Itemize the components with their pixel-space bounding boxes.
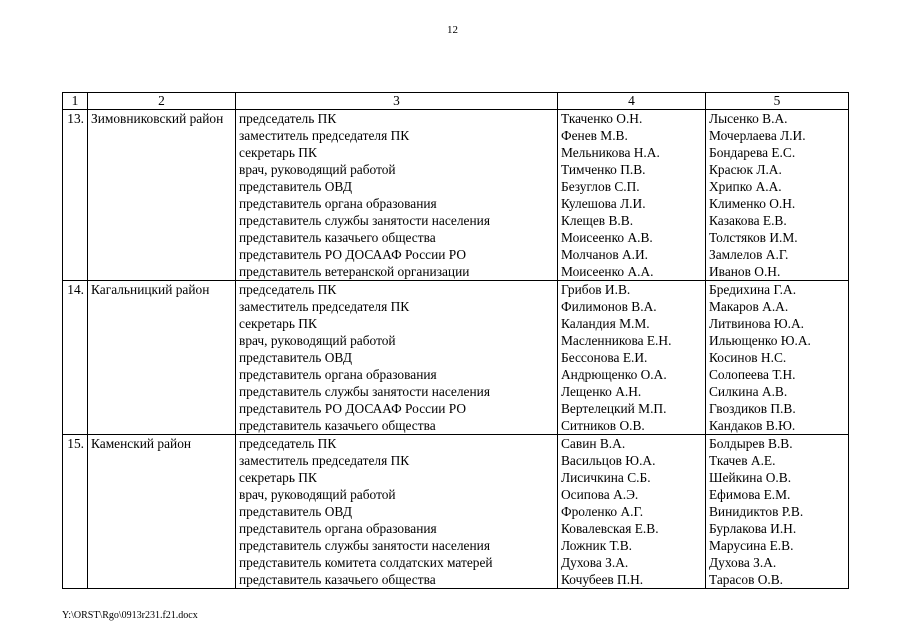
role-line: секретарь ПК (239, 316, 317, 331)
member-name: Ложник Т.В. (561, 538, 633, 553)
role-line: секретарь ПК (239, 470, 317, 485)
member-name: Кулешова Л.И. (561, 196, 646, 211)
reserve-name: Гвоздиков П.В. (709, 401, 796, 416)
role-line: представитель ОВД (239, 179, 352, 194)
role-line: представитель ОВД (239, 350, 352, 365)
role-line: представитель РО ДОСААФ России РО (239, 401, 467, 416)
role-line: представитель службы занятости населения (239, 538, 490, 553)
member-name: Моисеенко А.А. (561, 264, 654, 279)
member-name: Клещев В.В. (561, 213, 634, 228)
reserve-name: Толстяков И.М. (709, 230, 798, 245)
member-name: Мельникова Н.А. (561, 145, 660, 160)
reserve-name: Винидиктов Р.В. (709, 504, 804, 519)
member-name: Лещенко А.Н. (561, 384, 642, 399)
reserve-name: Бурлакова И.Н. (709, 521, 797, 536)
reserve-name: Ткачев А.Е. (709, 453, 776, 468)
role-list (236, 281, 558, 435)
member-name: Духова З.А. (561, 555, 629, 570)
reserve-name: Марусина Е.В. (709, 538, 794, 553)
role-line: представитель казачьего общества (239, 418, 436, 433)
district-name: Кагальницкий район (88, 281, 236, 435)
reserve-name: Мочерлаева Л.И. (709, 128, 806, 143)
reserve-name: Макаров А.А. (709, 299, 789, 314)
reserve-name: Солопеева Т.Н. (709, 367, 796, 382)
reserve-name: Шейкина О.В. (709, 470, 792, 485)
header-row (63, 93, 849, 110)
member-name: Вертелецкий М.П. (561, 401, 667, 416)
member-name: Безуглов С.П. (561, 179, 640, 194)
member-name: Лисичкина С.Б. (561, 470, 651, 485)
header-col-4: 4 (558, 93, 706, 110)
member-name: Молчанов А.И. (561, 247, 649, 262)
member-list (558, 281, 706, 435)
reserve-list (706, 110, 849, 281)
member-name: Тимченко П.В. (561, 162, 646, 177)
reserve-name: Косинов Н.С. (709, 350, 787, 365)
reserve-name: Хрипко А.А. (709, 179, 782, 194)
role-line: заместитель председателя ПК (239, 128, 410, 143)
role-line: представитель ОВД (239, 504, 352, 519)
role-line: представитель РО ДОСААФ России РО (239, 247, 467, 262)
reserve-name: Ильющенко Ю.А. (709, 333, 811, 348)
role-line: председатель ПК (239, 436, 337, 451)
member-name: Фроленко А.Г. (561, 504, 644, 519)
district-name: Каменский район (88, 435, 236, 589)
member-name: Моисеенко А.В. (561, 230, 653, 245)
member-name: Бессонова Е.И. (561, 350, 648, 365)
role-line: председатель ПК (239, 282, 337, 297)
page-number: 12 (447, 24, 458, 36)
role-line: представитель органа образования (239, 521, 437, 536)
header-col-2: 2 (88, 93, 236, 110)
reserve-name: Лысенко В.А. (709, 111, 788, 126)
role-line: представитель службы занятости населения (239, 384, 490, 399)
role-line: представитель ветеранской организации (239, 264, 470, 279)
role-line: врач, руководящий работой (239, 487, 396, 502)
reserve-name: Замлелов А.Г. (709, 247, 789, 262)
member-name: Филимонов В.А. (561, 299, 657, 314)
member-name: Кочубеев П.Н. (561, 572, 644, 587)
role-line: заместитель председателя ПК (239, 299, 410, 314)
member-name: Ковалевская Е.В. (561, 521, 659, 536)
member-list (558, 110, 706, 281)
row-number: 14. (63, 281, 88, 435)
member-name: Осипова А.Э. (561, 487, 639, 502)
reserve-name: Силкина А.В. (709, 384, 788, 399)
role-line: врач, руководящий работой (239, 162, 396, 177)
role-line: председатель ПК (239, 111, 337, 126)
table-row (63, 435, 849, 589)
member-name: Фенев М.В. (561, 128, 628, 143)
role-list (236, 110, 558, 281)
member-name: Васильцов Ю.А. (561, 453, 656, 468)
reserve-name: Клименко О.Н. (709, 196, 796, 211)
reserve-list (706, 435, 849, 589)
header-col-3: 3 (236, 93, 558, 110)
header-col-5: 5 (706, 93, 849, 110)
reserve-name: Ефимова Е.М. (709, 487, 791, 502)
reserve-name: Кандаков В.Ю. (709, 418, 796, 433)
role-line: представитель комитета солдатских матерей (239, 555, 493, 570)
row-number: 13. (63, 110, 88, 281)
member-name: Масленникова Е.Н. (561, 333, 672, 348)
role-line: представитель казачьего общества (239, 572, 436, 587)
role-line: секретарь ПК (239, 145, 317, 160)
member-name: Савин В.А. (561, 436, 626, 451)
reserve-name: Красюк Л.А. (709, 162, 782, 177)
reserve-name: Бредихина Г.А. (709, 282, 797, 297)
member-name: Ткаченко О.Н. (561, 111, 643, 126)
reserve-list (706, 281, 849, 435)
reserve-name: Иванов О.Н. (709, 264, 781, 279)
role-line: врач, руководящий работой (239, 333, 396, 348)
table-row (63, 110, 849, 281)
document-file-path: Y:\ORST\Rgo\0913r231.f21.docx (62, 610, 198, 621)
role-line: представитель органа образования (239, 367, 437, 382)
district-name: Зимовниковский район (88, 110, 236, 281)
commission-table (62, 92, 849, 589)
reserve-name: Казакова Е.В. (709, 213, 787, 228)
role-list (236, 435, 558, 589)
role-line: представитель органа образования (239, 196, 437, 211)
reserve-name: Бондарева Е.С. (709, 145, 796, 160)
role-line: заместитель председателя ПК (239, 453, 410, 468)
reserve-name: Духова З.А. (709, 555, 777, 570)
reserve-name: Тарасов О.В. (709, 572, 784, 587)
role-line: представитель казачьего общества (239, 230, 436, 245)
member-name: Грибов И.В. (561, 282, 631, 297)
member-list (558, 435, 706, 589)
header-col-1: 1 (63, 93, 88, 110)
member-name: Ситников О.В. (561, 418, 645, 433)
role-line: представитель службы занятости населения (239, 213, 490, 228)
member-name: Каландия М.М. (561, 316, 650, 331)
reserve-name: Болдырев В.В. (709, 436, 793, 451)
member-name: Андрющенко О.А. (561, 367, 667, 382)
table-row (63, 281, 849, 435)
reserve-name: Литвинова Ю.А. (709, 316, 805, 331)
row-number: 15. (63, 435, 88, 589)
